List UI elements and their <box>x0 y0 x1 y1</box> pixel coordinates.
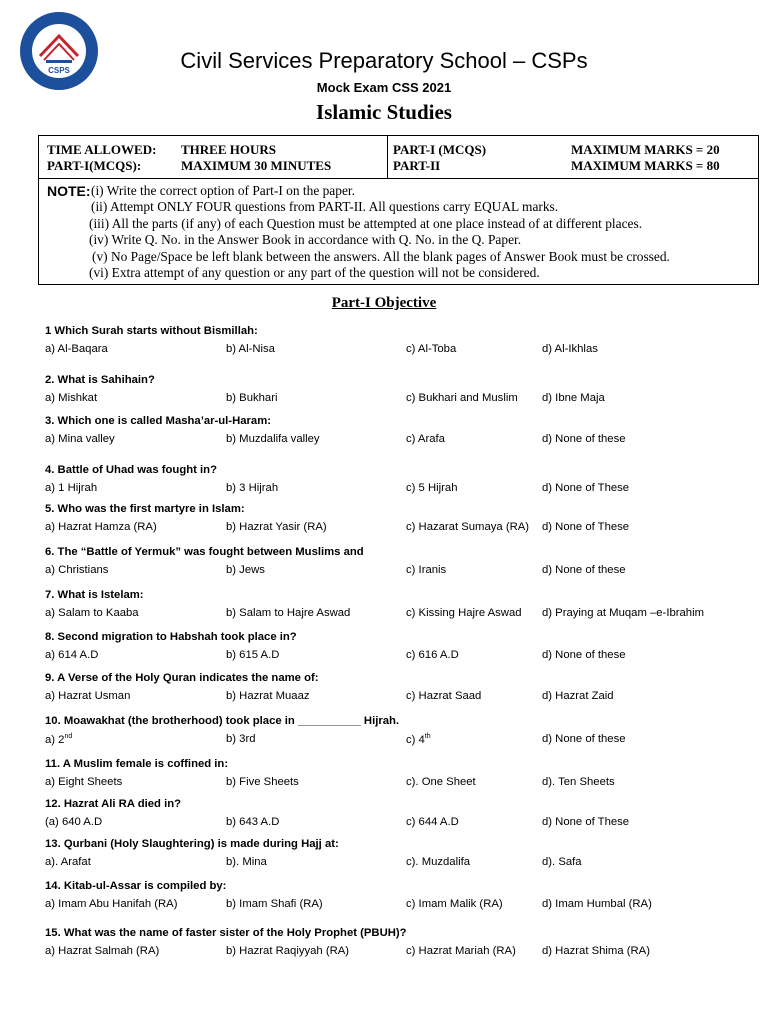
option-text: c) Al-Toba <box>406 343 457 355</box>
option-b <box>226 649 279 661</box>
option-a <box>45 945 159 957</box>
note-line: (iv) Write Q. No. in the Answer Book in accordance with Q. No. in the Q. Paper. <box>89 232 522 247</box>
question-text: 4. Battle of Uhad was fought in? <box>45 464 217 476</box>
option-text: a). Arafat <box>45 856 91 868</box>
note-line: (vi) Extra attempt of any question or any part of the question will not be considered. <box>89 265 540 280</box>
question-text: 7. What is Istelam: <box>45 589 144 601</box>
question-text: 5. Who was the first martyre in Islam: <box>45 503 245 515</box>
option-text: d) None of These <box>542 816 630 828</box>
question-text: 14. Kitab-ul-Assar is compiled by: <box>45 880 227 892</box>
option-text: c) 644 A.D <box>406 816 459 828</box>
option-superscript: nd <box>64 733 73 740</box>
question-text: 11. A Muslim female is coffined in: <box>45 758 229 770</box>
option-d <box>542 392 605 404</box>
option-text: c) Hazarat Sumaya (RA) <box>406 521 530 533</box>
part1-marks: MAXIMUM MARKS = 20 <box>571 142 720 157</box>
option-text: a) 614 A.D <box>45 649 99 661</box>
option-d <box>542 343 598 355</box>
option-text: b) Hazrat Muaaz <box>226 690 310 702</box>
subject-title: Islamic Studies <box>316 100 452 124</box>
option-c <box>406 898 503 910</box>
option-b <box>226 392 278 404</box>
option-text: d) None of These <box>542 521 630 533</box>
option-d <box>542 690 614 702</box>
option-c <box>406 392 518 404</box>
part2-right: PART-II <box>393 158 441 173</box>
option-c <box>406 690 481 702</box>
option-a <box>45 898 177 910</box>
option-a <box>45 607 139 619</box>
option-c <box>406 433 445 445</box>
option-d <box>542 776 615 788</box>
option-b <box>226 945 349 957</box>
option-text: c) Iranis <box>406 564 447 576</box>
option-a <box>45 733 72 746</box>
option-d <box>542 482 629 494</box>
note-line: (ii) Attempt ONLY FOUR questions from PART-II. All questions carry EQUAL marks. <box>91 199 559 214</box>
option-text: b). Mina <box>226 856 267 868</box>
option-text: b) Al-Nisa <box>226 343 275 355</box>
option-text: c) Arafa <box>406 433 445 445</box>
option-a <box>45 816 102 828</box>
option-text: a) Salam to Kaaba <box>45 607 139 619</box>
school-name: Civil Services Preparatory School – CSPs <box>180 48 588 73</box>
question-text: 2. What is Sahihain? <box>45 374 155 386</box>
part-title: Part-I Objective <box>331 295 437 311</box>
option-text: d) None of These <box>542 482 630 494</box>
time-marks-header <box>39 136 758 179</box>
option-a <box>45 482 97 494</box>
option-text: b) 643 A.D <box>226 816 280 828</box>
option-text: d) None of these <box>542 733 626 745</box>
option-text: b) Hazrat Yasir (RA) <box>226 521 327 533</box>
option-text: d) Imam Humbal (RA) <box>542 898 652 910</box>
option-text: d) Al-Ikhlas <box>542 343 598 355</box>
question-text: 8. Second migration to Habshah took place in? <box>45 631 297 643</box>
option-text: b) 615 A.D <box>226 649 280 661</box>
option-d <box>542 945 650 957</box>
option-b <box>226 482 278 494</box>
option-text: c) 4 <box>406 733 425 746</box>
option-text: a) Hazrat Usman <box>45 690 131 702</box>
option-text: b) Muzdalifa valley <box>226 433 320 445</box>
option-text: a) Hazrat Hamza (RA) <box>45 521 157 533</box>
option-text: d) None of these <box>542 433 626 445</box>
option-c <box>406 945 516 957</box>
option-a <box>45 433 115 445</box>
time-label: TIME ALLOWED: <box>47 142 157 157</box>
option-text: d) None of these <box>542 649 626 661</box>
part1-value: MAXIMUM 30 MINUTES <box>181 158 332 173</box>
question-text: 9. A Verse of the Holy Quran indicates the name of: <box>45 672 319 684</box>
part2-marks: MAXIMUM MARKS = 80 <box>571 158 720 173</box>
question-text: 6. The “Battle of Yermuk” was fought between Muslims and <box>45 546 364 558</box>
option-b <box>226 433 320 445</box>
option-text: a) 2 <box>45 733 65 746</box>
note-line: (i) Write the correct option of Part-I on the paper. <box>91 183 355 198</box>
option-text: d) Hazrat Shima (RA) <box>542 945 650 957</box>
question-text: 1 Which Surah starts without Bismillah: <box>45 325 258 337</box>
question-text: 15. What was the name of faster sister of the Holy Prophet (PBUH)? <box>45 927 407 939</box>
option-b <box>226 898 323 910</box>
option-c <box>406 343 456 355</box>
option-a <box>45 690 130 702</box>
option-d <box>542 856 582 868</box>
option-b <box>226 690 310 702</box>
option-d <box>542 564 626 576</box>
header-divider <box>387 136 388 178</box>
option-c <box>406 776 476 788</box>
option-text: c) Imam Malik (RA) <box>406 898 503 910</box>
option-d <box>542 607 704 619</box>
question-text: 10. Moawakhat (the brotherhood) took place in __________ Hijrah. <box>45 715 400 727</box>
option-c <box>406 816 459 828</box>
option-b <box>226 343 275 355</box>
option-text: c) Bukhari and Muslim <box>406 392 518 404</box>
option-c <box>406 521 529 533</box>
option-text: d). Ten Sheets <box>542 776 615 788</box>
option-a <box>45 343 108 355</box>
option-text: c) 5 Hijrah <box>406 482 458 494</box>
option-text: d) Hazrat Zaid <box>542 690 614 702</box>
option-text: c) Hazrat Mariah (RA) <box>406 945 516 957</box>
option-c <box>406 733 431 746</box>
option-text: a) Mina valley <box>45 433 115 445</box>
option-text: a) Christians <box>45 564 109 576</box>
option-text: c) 616 A.D <box>406 649 459 661</box>
option-a <box>45 649 98 661</box>
exam-name: Mock Exam CSS 2021 <box>316 80 452 95</box>
option-text: b) Salam to Hajre Aswad <box>226 607 351 619</box>
option-b <box>226 607 350 619</box>
option-text: b) Five Sheets <box>226 776 299 788</box>
option-text: d). Safa <box>542 856 582 868</box>
instructions-box <box>38 135 759 285</box>
option-text: d) Ibne Maja <box>542 392 605 404</box>
option-text: c). One Sheet <box>406 776 476 788</box>
option-d <box>542 816 629 828</box>
option-b <box>226 521 327 533</box>
option-c <box>406 649 459 661</box>
option-text: a) Mishkat <box>45 392 98 404</box>
question-text: 12. Hazrat Ali RA died in? <box>45 798 182 810</box>
option-c <box>406 607 522 619</box>
option-c <box>406 564 446 576</box>
option-c <box>406 482 457 494</box>
question-text: 3. Which one is called Masha’ar-ul-Haram: <box>45 415 271 427</box>
option-text: d) Praying at Muqam –e-Ibrahim <box>542 607 704 619</box>
option-d <box>542 649 626 661</box>
question-text: 13. Qurbani (Holy Slaughtering) is made during Hajj at: <box>45 838 339 850</box>
option-a <box>45 856 91 868</box>
part1-label: PART-I(MCQS): <box>47 158 142 173</box>
svg-text:CSPS: CSPS <box>48 66 70 75</box>
option-d <box>542 898 652 910</box>
option-text: c) Hazrat Saad <box>406 690 482 702</box>
note-line: (iii) All the parts (if any) of each Question must be attempted at one place instead of at different places. <box>89 216 643 231</box>
option-text: c) Kissing Hajre Aswad <box>406 607 522 619</box>
option-b <box>226 776 299 788</box>
option-text: (a) 640 A.D <box>45 816 103 828</box>
note-label: NOTE: <box>47 183 91 199</box>
time-value: THREE HOURS <box>181 142 276 157</box>
option-b <box>226 733 256 745</box>
option-text: b) Hazrat Raqiyyah (RA) <box>226 945 350 957</box>
part1-right: PART-I (MCQS) <box>393 142 487 157</box>
option-b <box>226 564 265 576</box>
option-superscript: th <box>424 733 431 740</box>
option-text: b) Imam Shafi (RA) <box>226 898 323 910</box>
option-text: a) Imam Abu Hanifah (RA) <box>45 898 178 910</box>
option-text: d) None of these <box>542 564 626 576</box>
option-b <box>226 816 279 828</box>
note-line: (v) No Page/Space be left blank between the answers. All the blank pages of Answer Book must be crossed. <box>92 249 670 264</box>
option-text: a) Al-Baqara <box>45 343 108 355</box>
option-b <box>226 856 267 868</box>
option-text: c). Muzdalifa <box>406 856 471 868</box>
option-a <box>45 521 157 533</box>
option-a <box>45 392 97 404</box>
option-d <box>542 433 626 445</box>
option-text: b) 3rd <box>226 733 256 745</box>
option-text: b) Bukhari <box>226 392 278 404</box>
option-text: a) Eight Sheets <box>45 776 123 788</box>
option-text: b) 3 Hijrah <box>226 482 279 494</box>
option-d <box>542 733 626 745</box>
option-a <box>45 564 108 576</box>
option-c <box>406 856 470 868</box>
option-text: a) Hazrat Salmah (RA) <box>45 945 160 957</box>
option-a <box>45 776 122 788</box>
option-d <box>542 521 629 533</box>
option-text: b) Jews <box>226 564 265 576</box>
option-text: a) 1 Hijrah <box>45 482 98 494</box>
